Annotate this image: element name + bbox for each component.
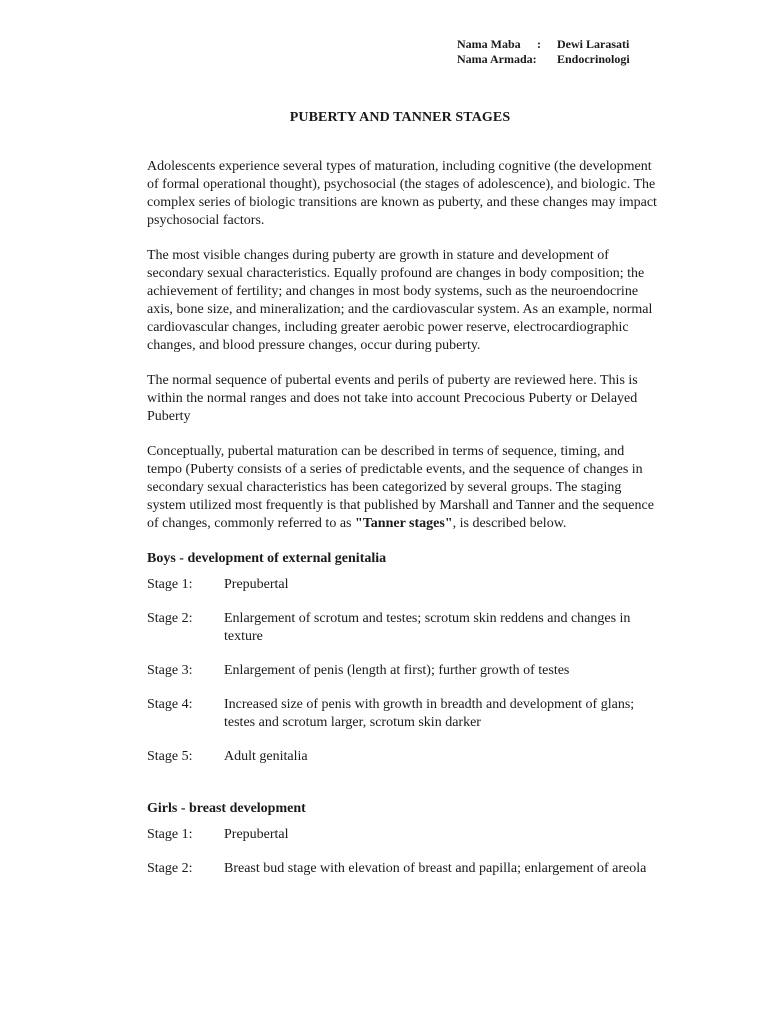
group-value: Endocrinologi bbox=[557, 52, 630, 66]
concept-text-end: , is described below. bbox=[452, 516, 567, 531]
paragraph-concept bbox=[147, 443, 662, 533]
boys-stage bbox=[147, 610, 662, 646]
tanner-stages-term: "Tanner stages" bbox=[354, 516, 453, 531]
stage-text: Adult genitalia bbox=[224, 749, 308, 764]
stage-label: Stage 1: bbox=[147, 827, 193, 842]
stage-text: Enlargement of penis (length at first); further growth of testes bbox=[224, 663, 570, 678]
concept-text: Conceptually, pubertal maturation can be described in terms of sequence, timing, and tempo (Puberty consists of a series of predictable events, and the sequence of changes in secondary sexual characteristics has been categorized by several groups. The staging system utilized most frequently is that published by Marshall and Tanner and the sequence of changes, commonly referred to as bbox=[147, 444, 654, 531]
stage-label: Stage 1: bbox=[147, 577, 193, 592]
paragraph-intro: Adolescents experience several types of maturation, including cognitive (the development of formal operational thought), psychosocial (the stages of adolescence), and biologic. The complex series of biologic transitions are known as puberty, and these changes may impact psychosocial factors. bbox=[147, 159, 657, 228]
stage-label: Stage 4: bbox=[147, 697, 193, 712]
document-body bbox=[147, 158, 662, 894]
stage-text: Prepubertal bbox=[224, 577, 289, 592]
document-title: PUBERTY AND TANNER STAGES bbox=[289, 110, 511, 125]
stage-label: Stage 2: bbox=[147, 861, 193, 876]
group-label: Nama Armada: bbox=[457, 52, 537, 66]
stage-text: Breast bud stage with elevation of breast and papilla; enlargement of areola bbox=[224, 861, 647, 876]
name-separator: : bbox=[537, 37, 541, 51]
student-header bbox=[457, 37, 630, 67]
stage-label: Stage 5: bbox=[147, 749, 193, 764]
stage-text: Enlargement of scrotum and testes; scrotum skin reddens and changes in texture bbox=[224, 611, 631, 644]
name-value: Dewi Larasati bbox=[557, 37, 630, 51]
girls-stage bbox=[147, 860, 662, 878]
header-group-row bbox=[457, 52, 630, 67]
boys-heading: Boys - development of external genitalia bbox=[147, 551, 387, 566]
paragraph-sequence: The normal sequence of pubertal events and perils of puberty are reviewed here. This is within the normal ranges and does not take into account Precocious Puberty or Delayed Puberty bbox=[147, 373, 638, 424]
name-label: Nama Maba bbox=[457, 37, 521, 51]
boys-stage bbox=[147, 748, 662, 766]
paragraph-visible-changes: The most visible changes during puberty are growth in stature and development of secondary sexual characteristics. Equally profound are changes in body composition; the achievement of fertility; and changes in most body systems, such as the neuroendocrine axis, bone size, and mineralization; and the cardiovascular system. As an example, normal cardiovascular changes, including greater aerobic power reserve, electrocardiographic changes, and blood pressure changes, occur during puberty. bbox=[147, 248, 653, 353]
girls-stage bbox=[147, 826, 662, 844]
boys-stage bbox=[147, 576, 662, 594]
boys-stage bbox=[147, 696, 662, 732]
boys-stage bbox=[147, 662, 662, 680]
girls-heading: Girls - breast development bbox=[147, 801, 306, 816]
stage-text: Increased size of penis with growth in breadth and development of glans; testes and scrotum larger, scrotum skin darker bbox=[224, 697, 635, 730]
header-name-row bbox=[457, 37, 630, 52]
stage-label: Stage 2: bbox=[147, 611, 193, 626]
stage-label: Stage 3: bbox=[147, 663, 193, 678]
section-spacer bbox=[147, 782, 662, 800]
stage-text: Prepubertal bbox=[224, 827, 289, 842]
